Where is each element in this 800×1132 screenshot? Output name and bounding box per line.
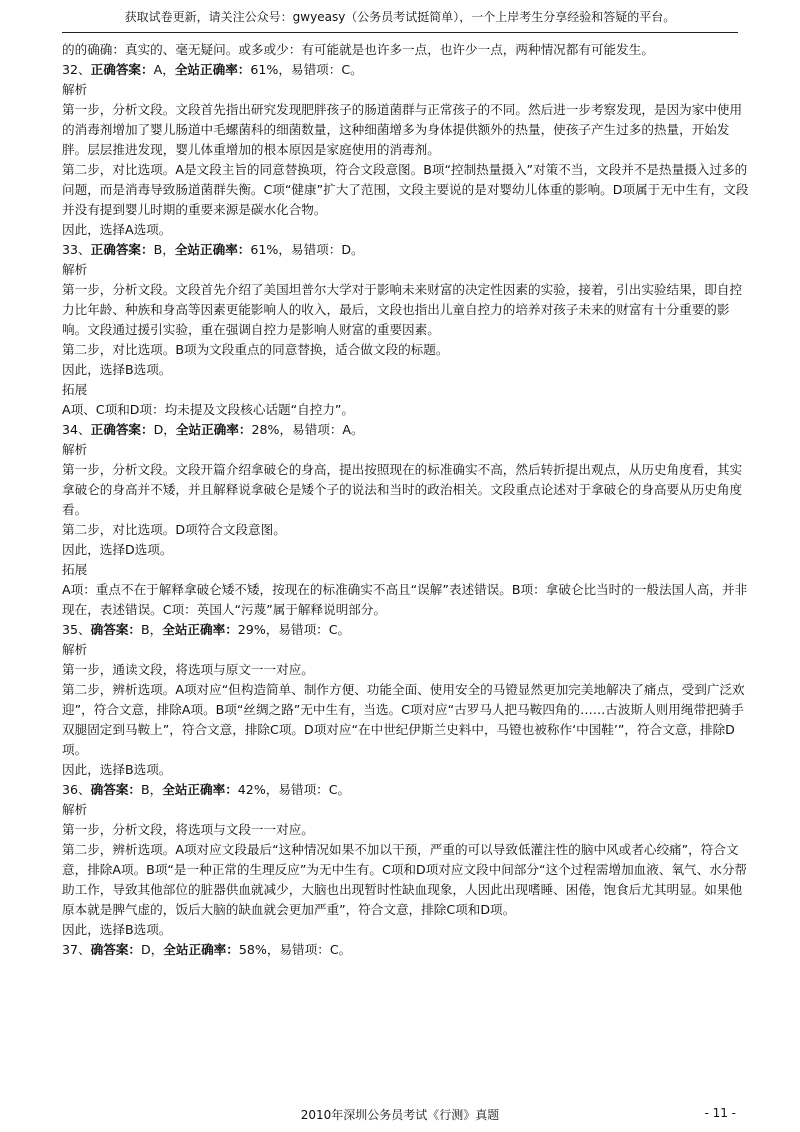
q37-number: 37、	[62, 942, 91, 957]
q37-rate-value: 58%，	[238, 942, 280, 957]
page-number: - 11 -	[704, 1106, 736, 1120]
question-35-answer-line	[62, 620, 752, 640]
q36-rate-value: 42%，	[237, 782, 279, 797]
q35-analysis-label: 解析	[62, 642, 88, 657]
q36-analysis-label: 解析	[62, 802, 88, 817]
question-32-answer-line	[62, 60, 752, 80]
q35-step-2: 第二步，辨析选项。A项对应“但构造简单、制作方便、功能全面、使用安全的马镫显然更加完美地解决了痛点，受到广泛欢迎”，符合文意，排除A项。B项“丝绸之路”无中生有，当选。C项对应“古罗马人把马鞍四角的……古波斯人则用绳带把骑手双腿固定到马鞍上”，符合文意，排除C项。D项对应“在中世纪伊斯兰史料中，马镫也被称作‘中国鞋’”，符合文意，排除D项。	[62, 682, 745, 757]
q37-answer-value: D，	[141, 942, 164, 957]
q36-answer-label: 确答案：	[90, 782, 141, 797]
q33-number: 33、	[62, 242, 91, 257]
q32-conclusion: 因此，选择A选项。	[62, 222, 172, 237]
q34-number: 34、	[62, 422, 91, 437]
q32-error-option: 易错项：C。	[290, 62, 363, 77]
q32-step-1: 第一步，分析文段。文段首先指出研究发现肥胖孩子的肠道菌群与正常孩子的不同。然后进一步考察发现，是因为家中使用的消毒剂增加了婴儿肠道中毛螺菌科的细菌数量，这种细菌增多为身体提供额外的热量，使孩子产生过多的热量，开始发胖。层层推进发现，婴儿体重增加的根本原因是家庭使用的消毒剂。	[62, 102, 743, 157]
q32-answer-label: 正确答案：	[90, 62, 154, 77]
q33-analysis-label: 解析	[62, 262, 88, 277]
q35-rate-label: 全站正确率：	[162, 622, 238, 637]
q36-number: 36、	[62, 782, 91, 797]
q33-extension: A项、C项和D项：均未提及文段核心话题“自控力”。	[62, 402, 355, 417]
q34-extension-label: 拓展	[62, 562, 88, 577]
q32-step-2: 第二步，对比选项。A是文段主旨的同意替换项，符合文段意图。B项“控制热量摄入”对策不当，文段并不是热量摄入过多的问题，而是消毒导致肠道菌群失衡。C项“健康”扩大了范围，文段主要说的是对婴幼儿体重的影响。D项属于无中生有，文段并没有提到婴儿时期的重要来源是碳水化合物。	[62, 162, 749, 217]
q36-step-2: 第二步，辨析选项。A项对应文段最后“这种情况如果不加以干预，严重的可以导致低灌注性的脑中风或者心绞痛”，符合文意，排除A项。B项“是一种正常的生理反应”为无中生有。C项和D项对应文段中间部分“这个过程需增加血液、氧气、水分帮助工作，导致其他部位的脏器供血就减少，大脑也出现暂时性缺血现象，人因此出现嗜睡、困倦，饱食后尤其明显。如果他原本就是脾气虚的，饭后大脑的缺血就会更加严重”，符合文意，排除C项和D项。	[62, 842, 748, 917]
q37-rate-label: 全站正确率：	[163, 942, 239, 957]
q35-answer-label: 确答案：	[90, 622, 141, 637]
q33-conclusion: 因此，选择B选项。	[62, 362, 172, 377]
q36-rate-label: 全站正确率：	[162, 782, 238, 797]
q33-answer-label: 正确答案：	[90, 242, 154, 257]
question-34-answer-line	[62, 420, 752, 440]
q34-extension: A项：重点不在于解释拿破仑矮不矮，按现在的标准确实不高且“误解”表述错误。B项：拿破仑比当时的一般法国人高，并非现在，表述错误。C项：英国人“污蔑”属于解释说明部分。	[62, 582, 748, 617]
q33-rate-label: 全站正确率：	[174, 242, 251, 257]
q34-answer-value: D，	[153, 422, 176, 437]
q33-rate-value: 61%，	[250, 242, 291, 257]
q33-error-option: 易错项：D。	[290, 242, 364, 257]
q35-answer-value: B，	[141, 622, 163, 637]
q34-rate-label: 全站正确率：	[175, 422, 252, 437]
q35-error-option: 易错项：C。	[278, 622, 351, 637]
q33-step-2: 第二步，对比选项。B项为文段重点的同意替换，适合做文段的标题。	[62, 342, 449, 357]
question-36-answer-line	[62, 780, 752, 800]
q34-rate-value: 28%，	[251, 422, 293, 437]
q32-rate-label: 全站正确率：	[174, 62, 251, 77]
page-content	[62, 40, 752, 960]
q33-extension-label: 拓展	[62, 382, 88, 397]
q36-step-1: 第一步，分析文段，将选项与文段一一对应。	[62, 822, 314, 837]
q35-number: 35、	[62, 622, 91, 637]
q37-error-option: 易错项：C。	[279, 942, 352, 957]
q33-answer-value: B，	[153, 242, 175, 257]
q32-answer-value: A，	[153, 62, 175, 77]
footer-title: 2010年深圳公务员考试《行测》真题	[300, 1108, 500, 1122]
q34-analysis-label: 解析	[62, 442, 88, 457]
q36-answer-value: B，	[141, 782, 163, 797]
q34-step-2: 第二步，对比选项。D项符合文段意图。	[62, 522, 286, 537]
page-header: 获取试卷更新，请关注公众号：gwyeasy（公务员考试挺简单），一个上岸考生分享经验和答疑的平台。	[62, 8, 738, 33]
q32-rate-value: 61%，	[250, 62, 291, 77]
q32-number: 32、	[62, 62, 91, 77]
q34-step-1: 第一步，分析文段。文段开篇介绍拿破仑的身高，提出按照现在的标准确实不高，然后转折提出观点，从历史角度看，其实拿破仑的身高并不矮，并且解释说拿破仑是矮个子的说法和当时的政治相关。文段重点论述对于拿破仑的身高要从历史角度看。	[62, 462, 743, 517]
q36-conclusion: 因此，选择B选项。	[62, 922, 172, 937]
q34-error-option: 易错项：A。	[292, 422, 364, 437]
q32-analysis-label: 解析	[62, 82, 88, 97]
q34-conclusion: 因此，选择D选项。	[62, 542, 173, 557]
q37-answer-label: 确答案：	[90, 942, 141, 957]
q34-answer-label: 正确答案：	[90, 422, 154, 437]
question-33-answer-line	[62, 240, 752, 260]
q36-error-option: 易错项：C。	[278, 782, 351, 797]
q35-step-1: 第一步，通读文段，将选项与原文一一对应。	[62, 662, 314, 677]
q33-step-1: 第一步，分析文段。文段首先介绍了美国坦普尔大学对于影响未来财富的决定性因素的实验，接着，引出实验结果，即自控力比年龄、种族和身高等因素更能影响人的收入，最后，文段也指出儿童自控力的培养对孩子未来的财富有十分重要的影响。文段通过援引实验，重在强调自控力是影响人财富的重要因素。	[62, 282, 743, 337]
question-37-answer-line	[62, 940, 752, 960]
intro-line: 的的确确：真实的、毫无疑问。或多或少：有可能就是也许多一点，也许少一点，两种情况都有可能发生。	[62, 42, 654, 57]
q35-rate-value: 29%，	[237, 622, 279, 637]
q35-conclusion: 因此，选择B选项。	[62, 762, 172, 777]
